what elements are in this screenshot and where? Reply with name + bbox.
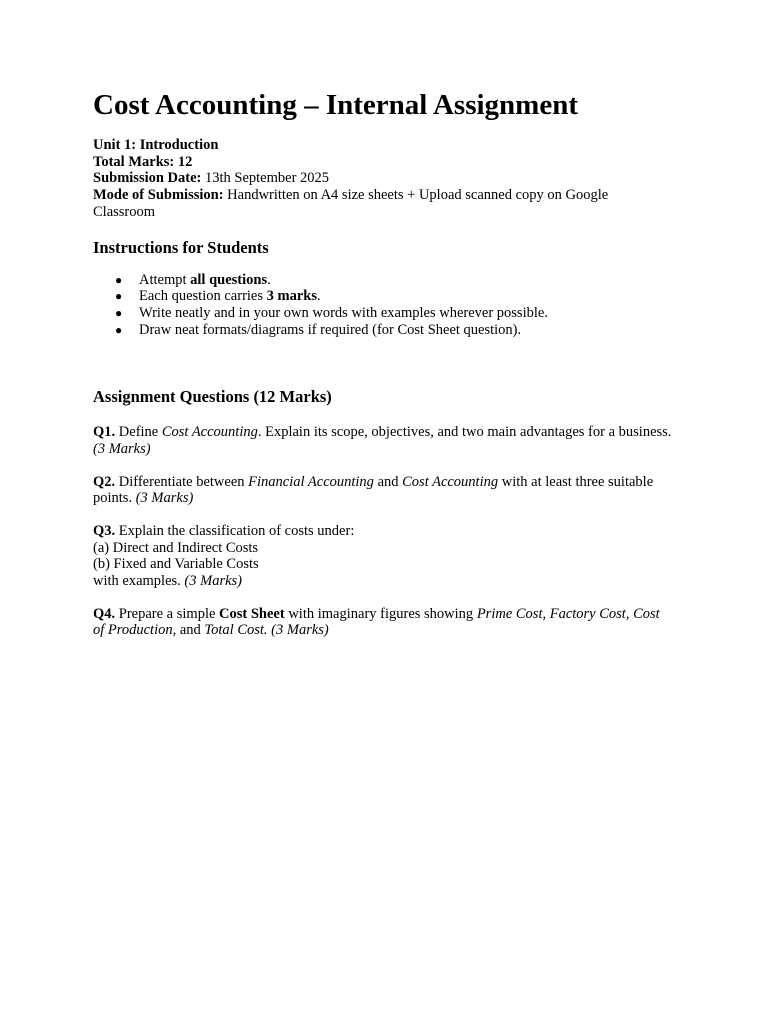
instructions-heading: Instructions for Students xyxy=(93,237,269,257)
list-item: ● Each question carries 3 marks. xyxy=(115,288,321,305)
marks-line xyxy=(93,154,673,171)
bullet-icon: ● xyxy=(115,306,123,321)
mode-label: Mode of Submission: xyxy=(93,187,224,204)
date-value: 13th September 2025 xyxy=(205,170,330,187)
question-3-option-b: (b) Fixed and Variable Costs xyxy=(93,556,259,573)
question-2: Q2. Differentiate between Financial Accounting and Cost Accounting with at least three suitable points. (3 Marks) xyxy=(93,473,654,507)
instructions-list xyxy=(93,272,673,340)
question-3-option-a: (a) Direct and Indirect Costs xyxy=(93,539,259,556)
date-line xyxy=(93,170,673,187)
question-3-line: Q3. Explain the classification of costs under: xyxy=(93,522,355,539)
unit-line xyxy=(93,137,673,154)
bullet-icon: ● xyxy=(115,323,123,338)
question-1: Q1. Define Cost Accounting. Explain its scope, objectives, and two main advantages for a business. (3 Marks) xyxy=(93,424,672,457)
page-title: Cost Accounting – Internal Assignment xyxy=(93,89,578,121)
list-item: ● Write neatly and in your own words with examples wherever possible. xyxy=(115,305,548,322)
question-4: Q4. Prepare a simple Cost Sheet with imaginary figures showing Prime Cost, Factory Cost, Cost of Production, and Total Cost. (3 Marks) xyxy=(93,605,660,639)
bullet-icon: ● xyxy=(115,289,123,304)
assignment-meta xyxy=(93,137,673,221)
list-item: ● Draw neat formats/diagrams if required (for Cost Sheet question). xyxy=(115,322,522,339)
list-item: ● Attempt all questions. xyxy=(115,271,271,288)
questions-heading: Assignment Questions (12 Marks) xyxy=(93,387,332,407)
mode-line xyxy=(93,187,673,220)
unit-label: Unit 1: Introduction xyxy=(93,137,219,153)
date-label: Submission Date: xyxy=(93,170,202,187)
marks-label: Total Marks: 12 xyxy=(93,153,193,170)
bullet-icon: ● xyxy=(115,272,123,287)
question-3-tail: with examples. (3 Marks) xyxy=(93,573,243,590)
mode-value: Handwritten on A4 size sheets + Upload scanned copy on Google Classroom xyxy=(93,187,609,220)
question-3 xyxy=(93,523,673,590)
document-content xyxy=(93,86,673,639)
